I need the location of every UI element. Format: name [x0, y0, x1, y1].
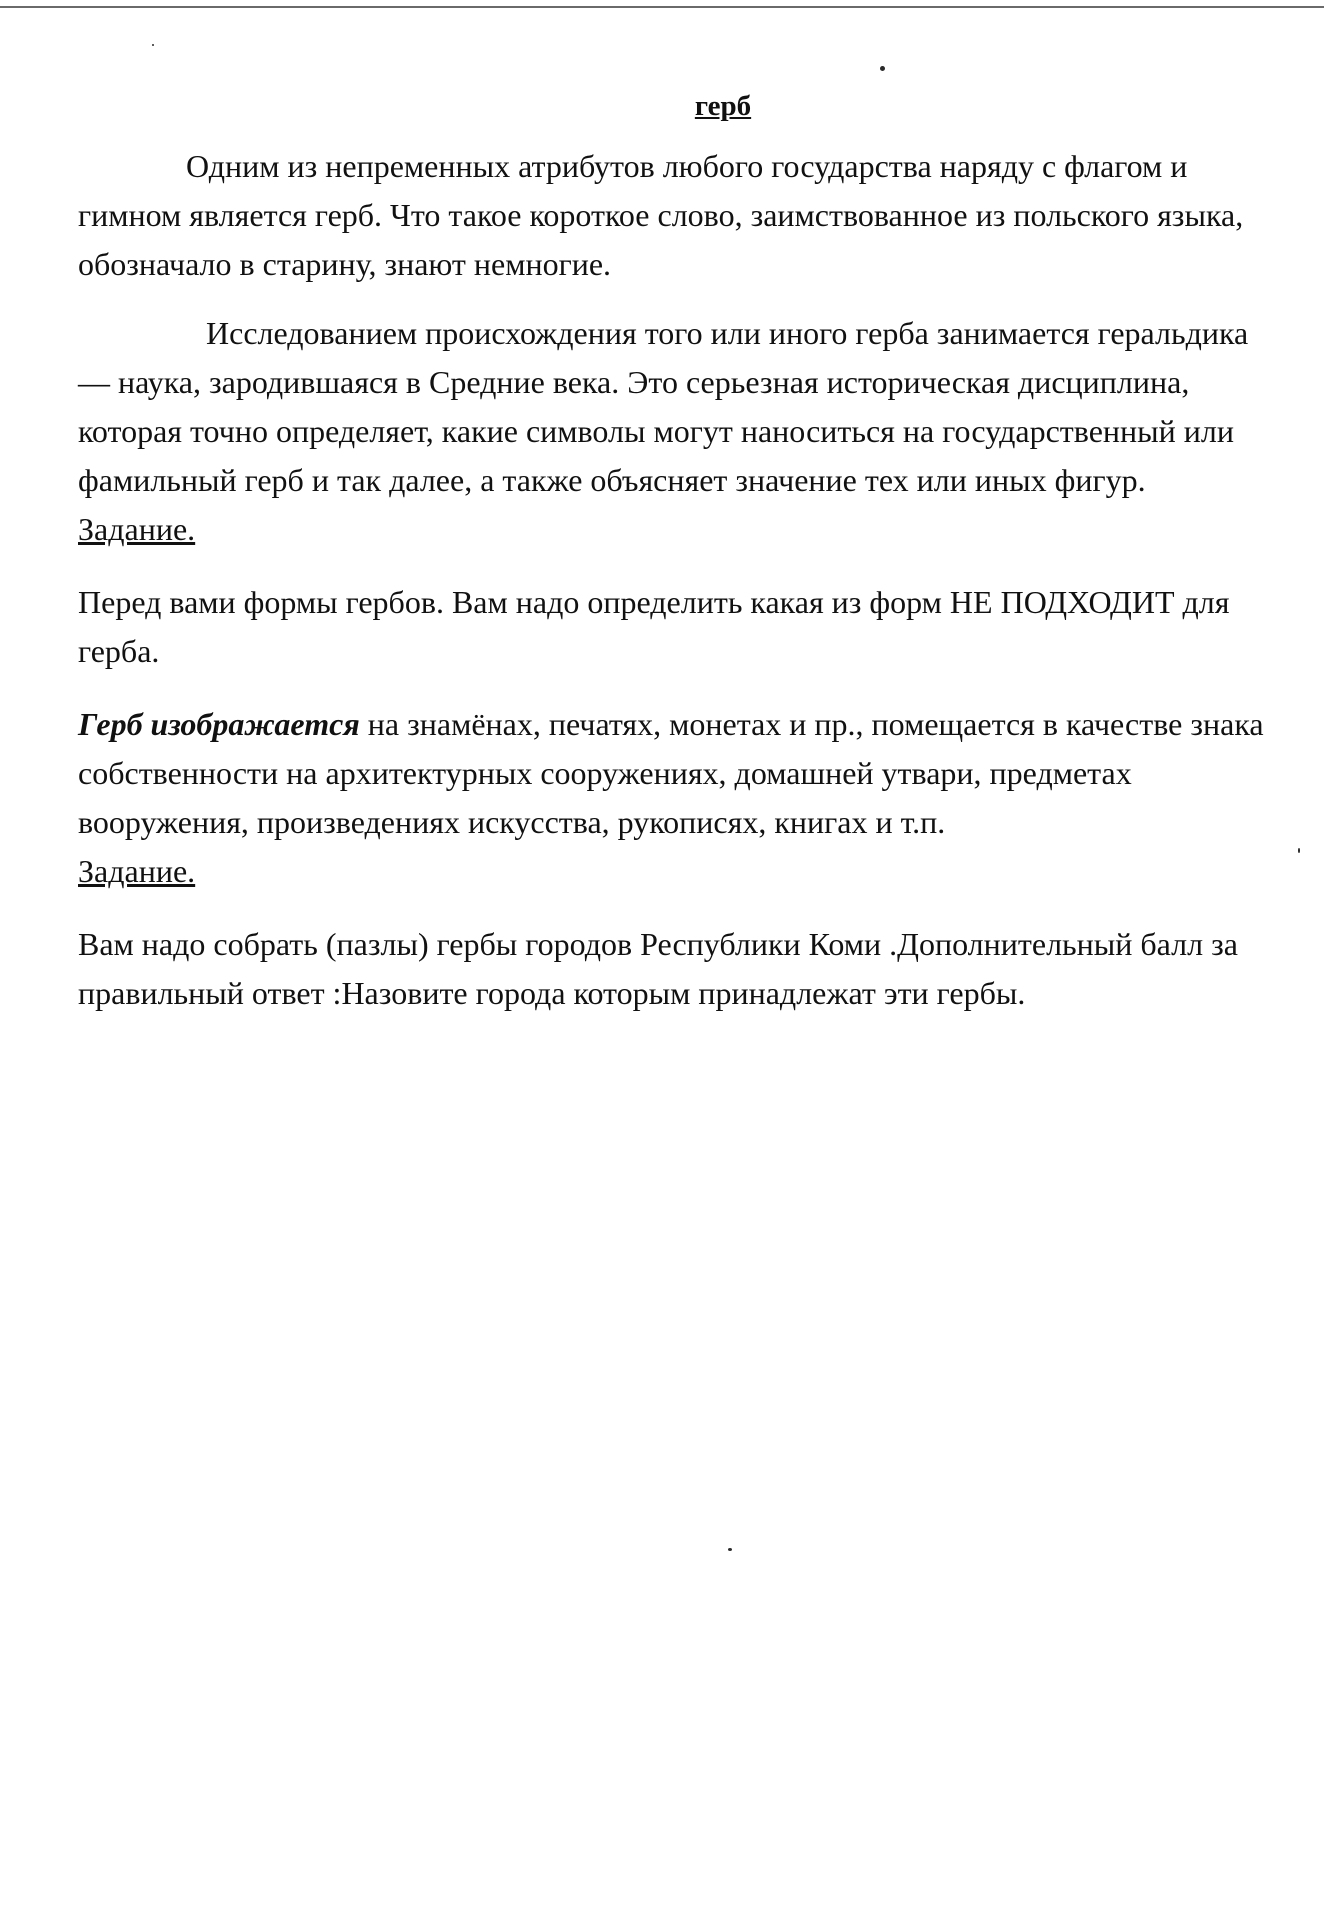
- usage-paragraph-lead: Герб изображается: [78, 706, 360, 742]
- heraldry-paragraph: Исследованием происхождения того или иного герба занимается геральдика — наука, зародившаяся в Средние века. Это серьезная историческая дисциплина, которая точно определяет, какие символы могут наноситься на государственный или фамильный герб и так далее, а также объясняет значение тех или иных фигур.: [78, 315, 1249, 498]
- scan-speck: [152, 44, 154, 46]
- scan-speck: [880, 66, 885, 71]
- top-edge-line: [0, 6, 1324, 8]
- document-body: [78, 88, 1268, 1018]
- scan-speck: [1298, 848, 1300, 853]
- task-text-1: Перед вами формы гербов. Вам надо определить какая из форм НЕ ПОДХОДИТ для герба.: [78, 584, 1230, 669]
- usage-paragraph-rest: на знамёнах, печатях, монетах и пр., помещается в качестве знака собственности на архитектурных сооружениях, домашней утвари, предметах вооружения, произведениях искусства, рукописях, книгах и т.п.: [78, 706, 1264, 840]
- task-heading-1: Задание.: [78, 511, 196, 547]
- task-heading-2: Задание.: [78, 853, 196, 889]
- page-title: герб: [694, 90, 752, 122]
- task-text-2: Вам надо собрать (пазлы) гербы городов Республики Коми .Дополнительный балл за правильный ответ :Назовите города которым принадлежат эти гербы.: [78, 926, 1238, 1011]
- usage-paragraph: [78, 700, 1268, 847]
- scan-speck: [728, 1548, 732, 1551]
- intro-paragraph: Одним из непременных атрибутов любого государства наряду с флагом и гимном является герб. Что такое короткое слово, заимствованное из польского языка, обозначало в старину, знают немногие.: [78, 148, 1244, 282]
